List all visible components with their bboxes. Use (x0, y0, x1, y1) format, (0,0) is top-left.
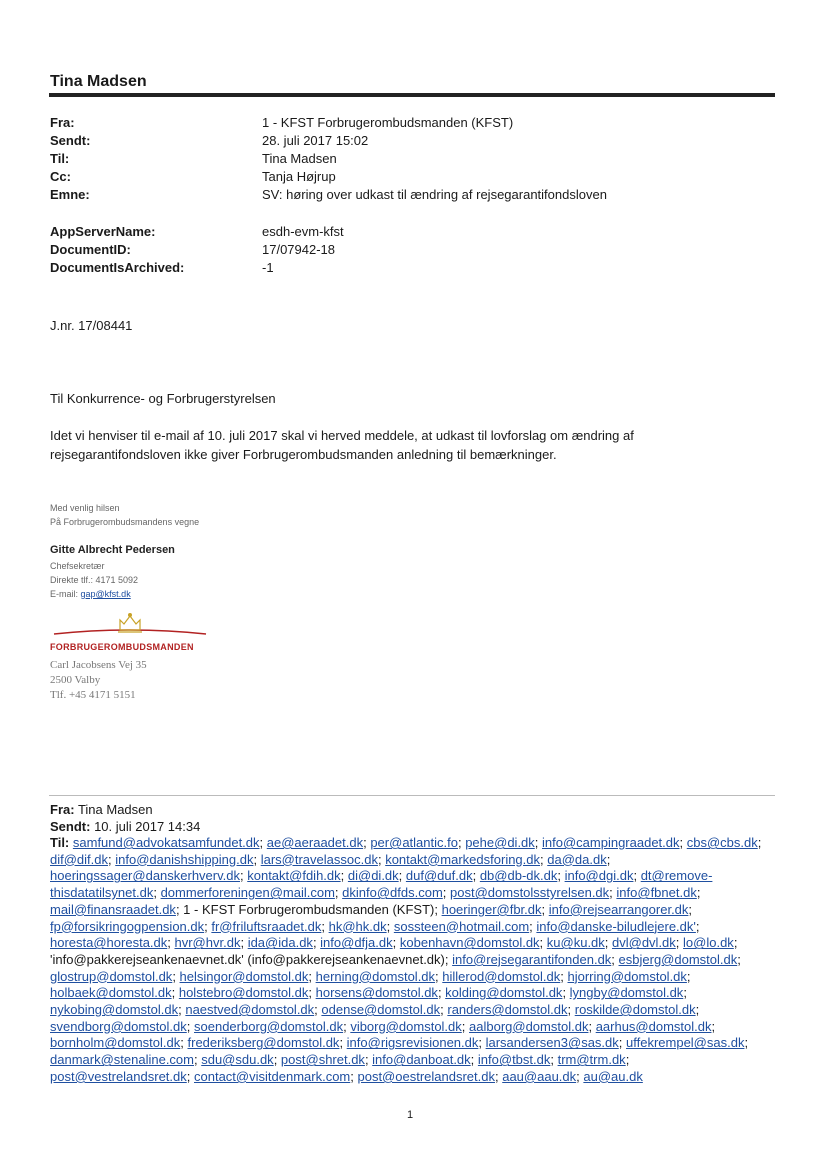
recipient-link[interactable]: uffekrempel@sas.dk (626, 1035, 745, 1051)
recipient-link[interactable]: lars@travelassoc.dk (260, 851, 378, 867)
meta-appservername-value: esdh-evm-kfst (262, 224, 344, 239)
recipient-link[interactable]: randers@domstol.dk (447, 1002, 568, 1018)
field-subject-value: SV: høring over udkast til ændring af rejsegarantifondsloven (262, 187, 607, 202)
recipient-link[interactable]: dkinfo@dfds.com (342, 885, 443, 901)
recipient-link[interactable]: dommerforeningen@mail.com (160, 885, 335, 901)
recipient-link[interactable]: lyngby@domstol.dk (569, 985, 684, 1001)
recipient-link[interactable]: dt@remove-thisdatatilsynet.dk (50, 868, 713, 901)
recipient-link[interactable]: post@domstolsstyrelsen.dk (450, 885, 610, 901)
recipient-link[interactable]: info@danboat.dk (372, 1052, 471, 1068)
recipient-link[interactable]: soenderborg@domstol.dk (194, 1018, 344, 1034)
recipient-link[interactable]: viborg@domstol.dk (350, 1018, 462, 1034)
recipient-link[interactable]: di@di.dk (347, 868, 399, 884)
recipient-item[interactable]: 'info@pakkerejseankenaevnet.dk' (info@pakkerejseankenaevnet.dk) (50, 951, 445, 967)
recipient-link[interactable]: esbjerg@domstol.dk (618, 951, 738, 967)
recipient-link[interactable]: aarhus@domstol.dk (595, 1018, 712, 1034)
recipient-link[interactable]: da@da.dk (547, 851, 607, 867)
recipient-link[interactable]: au@au.dk (583, 1068, 643, 1084)
recipient-link[interactable]: db@db-dk.dk (479, 868, 558, 884)
field-subject-label: Emne: (50, 187, 90, 202)
recipient-link[interactable]: herning@domstol.dk (315, 968, 436, 984)
recipient-link[interactable]: ida@ida.dk (247, 935, 313, 951)
meta-documentisarchived-value: -1 (262, 260, 274, 275)
recipient-link[interactable]: duf@duf.dk (405, 868, 473, 884)
recipient-link[interactable]: horsens@domstol.dk (315, 985, 438, 1001)
signature-title: Chefsekretær (50, 561, 105, 571)
field-from-value: 1 - KFST Forbrugerombudsmanden (KFST) (262, 115, 514, 130)
body-paragraph-line-1: Idet vi henviser til e-mail af 10. juli 2017 skal vi herved meddele, at udkast til lovforslag om ændring af (50, 428, 634, 443)
recipient-link[interactable]: sossteen@hotmail.com (393, 918, 530, 934)
recipient-link[interactable]: info@tbst.dk (477, 1052, 551, 1068)
forward-from-value: Tina Madsen (77, 802, 153, 817)
recipient-link[interactable]: hoeringer@fbr.dk (441, 901, 542, 917)
signature-phone: Direkte tlf.: 4171 5092 (50, 575, 139, 585)
recipient-link[interactable]: pehe@di.dk (465, 835, 535, 850)
recipient-link[interactable]: hjorring@domstol.dk (567, 968, 687, 984)
recipient-link[interactable]: info@danishshipping.dk (115, 851, 254, 867)
recipient-link[interactable]: lo@lo.dk (683, 935, 734, 951)
meta-documentid-value: 17/07942-18 (262, 242, 336, 257)
recipient-link[interactable]: hillerod@domstol.dk (442, 968, 561, 984)
meta-documentisarchived-label: DocumentIsArchived: (50, 260, 185, 275)
recipient-link[interactable]: dvl@dvl.dk (612, 935, 676, 951)
recipient-link[interactable]: frederiksberg@domstol.dk (187, 1035, 340, 1051)
recipient-link[interactable]: post@vestrelandsret.dk (50, 1068, 187, 1084)
signature-greeting: Med venlig hilsen (50, 503, 120, 513)
recipient-link[interactable]: naestved@domstol.dk (185, 1002, 315, 1018)
recipient-link[interactable]: hk@hk.dk (328, 918, 387, 934)
recipient-link[interactable]: roskilde@domstol.dk (574, 1002, 696, 1018)
recipient-link[interactable]: info@fbnet.dk (616, 885, 697, 901)
signature-email-link[interactable]: gap@kfst.dk (80, 589, 131, 599)
recipient-link[interactable]: hvr@hvr.dk (174, 935, 241, 951)
forward-separator (49, 795, 775, 796)
recipient-link[interactable]: info@rigsrevisionen.dk (346, 1035, 479, 1051)
recipient-link[interactable]: kontakt@fdih.dk (247, 868, 341, 884)
body-paragraph-line-2: rejsegarantifondsloven ikke giver Forbrugerombudsmanden anledning til bemærkninger. (50, 447, 557, 462)
field-cc-value: Tanja Højrup (262, 169, 336, 184)
recipient-link[interactable]: danmark@stenaline.com (50, 1052, 194, 1068)
forward-to-label: Til: (50, 835, 70, 850)
recipient-link[interactable]: per@atlantic.fo (370, 835, 458, 850)
recipient-item: 1 - KFST Forbrugerombudsmanden (KFST) (183, 901, 435, 917)
recipient-link[interactable]: post@shret.dk (280, 1052, 365, 1068)
field-to-value: Tina Madsen (262, 151, 337, 166)
signature-email-label: E-mail: (50, 589, 79, 599)
forward-recipients: Til: samfund@advokatsamfundet.dk; ae@aeraadet.dk; per@atlantic.fo; pehe@di.dk; info@campingraadet.dk; cbs@cbs.dk; dif@dif.dk; info@danishshipping.dk; lars@travelassoc.dk; kontakt@markedsforing.dk; da@da.dk; hoeringssager@danskerhverv.dk; kontakt@fdih.dk; di@di.dk; duf@duf.dk; db@db-dk.dk; info@dgi.dk; dt@remove-thisdatatilsynet.dk; dommerforeningen@mail.com; dkinfo@dfds.com; post@domstolsstyrelsen.dk; info@fbnet.dk; mail@finansraadet.dk; 1 - KFST Forbrugerombudsmanden (KFST); hoeringer@fbr.dk; info@rejsearrangorer.dk; fp@forsikringogpension.dk; fr@friluftsraadet.dk; hk@hk.dk; sossteen@hotmail.com; info@danske-biludlejere.dk'; horesta@horesta.dk; hvr@hvr.dk; ida@ida.dk; info@dfja.dk; kobenhavn@domstol.dk; ku@ku.dk; dvl@dvl.dk; lo@lo.dk; 'info@pakkerejseankenaevnet.dk' (info@pakkerejseankenaevnet.dk); info@rejsegarantifonden.dk; esbjerg@domstol.dk; glostrup@domstol.dk; helsingor@domstol.dk; herning@domstol.dk; hillerod@domstol.dk; hjorring@domstol.dk; holbaek@domstol.dk; holstebro@domstol.dk; horsens@domstol.dk; kolding@domstol.dk; lyngby@domstol.dk; nykobing@domstol.dk; naestved@domstol.dk; odense@domstol.dk; randers@domstol.dk; roskilde@domstol.dk; svendborg@domstol.dk; soenderborg@domstol.dk; viborg@domstol.dk; aalborg@domstol.dk; aarhus@domstol.dk; bornholm@domstol.dk; frederiksberg@domstol.dk; info@rigsrevisionen.dk; larsandersen3@sas.dk; uffekrempel@sas.dk; danmark@stenaline.com; sdu@sdu.dk; post@shret.dk; info@danboat.dk; info@tbst.dk; trm@trm.dk; post@vestrelandsret.dk; contact@visitdenmark.com; post@oestrelandsret.dk; aau@aau.dk; au@au.dk (50, 835, 762, 1084)
recipient-link[interactable]: kobenhavn@domstol.dk (399, 935, 540, 951)
owner-name: Tina Madsen (50, 73, 147, 90)
field-to-label: Til: (50, 151, 70, 166)
recipient-link[interactable]: kolding@domstol.dk (445, 985, 563, 1001)
forbrugerombudsmanden-logo (50, 612, 210, 656)
recipient-link[interactable]: mail@finansraadet.dk (50, 901, 176, 917)
recipient-link[interactable]: aau@aau.dk (502, 1068, 577, 1084)
recipient-link[interactable]: horesta@horesta.dk (50, 935, 168, 951)
recipient-link[interactable]: cbs@cbs.dk (686, 835, 758, 850)
recipient-link[interactable]: holstebro@domstol.dk (178, 985, 309, 1001)
recipient-link[interactable]: hoeringssager@danskerhverv.dk (50, 868, 240, 884)
forward-from-label: Fra: (50, 802, 75, 817)
recipient-link[interactable]: holbaek@domstol.dk (50, 985, 172, 1001)
recipient-link[interactable]: helsingor@domstol.dk (179, 968, 309, 984)
recipient-link[interactable]: trm@trm.dk (557, 1052, 626, 1068)
recipient-link[interactable]: info@danske-biludlejere.dk' (536, 918, 696, 934)
signature-on-behalf: På Forbrugerombudsmandens vegne (50, 517, 200, 527)
forward-from (50, 801, 153, 818)
recipient-link[interactable]: kontakt@markedsforing.dk (385, 851, 541, 867)
recipient-link[interactable]: info@dfja.dk (320, 935, 393, 951)
recipient-link[interactable]: info@rejsearrangorer.dk (548, 901, 689, 917)
address-street: Carl Jacobsens Vej 35 (50, 659, 147, 671)
recipient-link[interactable]: fr@friluftsraadet.dk (211, 918, 322, 934)
field-cc-label: Cc: (50, 169, 71, 184)
recipient-link[interactable]: info@dgi.dk (564, 868, 634, 884)
field-sent-value: 28. juli 2017 15:02 (262, 133, 369, 148)
meta-documentid-label: DocumentID: (50, 242, 131, 257)
field-sent-label: Sendt: (50, 133, 91, 148)
forward-sent-value: 10. juli 2017 14:34 (94, 819, 201, 834)
forward-sent (50, 818, 200, 835)
page-number: 1 (407, 1109, 414, 1121)
recipient-link[interactable]: info@rejsegarantifonden.dk (452, 951, 612, 967)
recipient-link[interactable]: ae@aeraadet.dk (266, 835, 364, 850)
recipient-link[interactable]: larsandersen3@sas.dk (485, 1035, 619, 1051)
recipient-link[interactable]: aalborg@domstol.dk (469, 1018, 589, 1034)
logo-wordmark: FORBRUGEROMBUDSMANDEN (50, 642, 194, 652)
signature-name: Gitte Albrecht Pedersen (50, 544, 175, 556)
journal-number: J.nr. 17/08441 (50, 318, 133, 333)
recipient-link[interactable]: post@oestrelandsret.dk (357, 1068, 495, 1084)
recipient-link[interactable]: dif@dif.dk (50, 851, 108, 867)
field-from-label: Fra: (50, 115, 75, 130)
recipient-link[interactable]: svendborg@domstol.dk (50, 1018, 187, 1034)
address-phone: Tlf. +45 4171 5151 (50, 689, 136, 701)
recipient-link[interactable]: sdu@sdu.dk (201, 1052, 274, 1068)
meta-appservername-label: AppServerName: (50, 224, 156, 239)
salutation: Til Konkurrence- og Forbrugerstyrelsen (50, 391, 276, 406)
recipient-link[interactable]: bornholm@domstol.dk (50, 1035, 181, 1051)
recipient-link[interactable]: info@campingraadet.dk (542, 835, 680, 850)
recipient-link[interactable]: ku@ku.dk (546, 935, 605, 951)
crown-logo-icon (50, 612, 210, 642)
address-city: 2500 Valby (50, 674, 101, 686)
header-divider (49, 93, 775, 97)
signature-email-row (50, 587, 131, 601)
forward-sent-label: Sendt: (50, 819, 91, 834)
recipient-link[interactable]: samfund@advokatsamfundet.dk (72, 835, 260, 850)
recipient-link[interactable]: nykobing@domstol.dk (50, 1002, 179, 1018)
recipient-link[interactable]: glostrup@domstol.dk (50, 968, 173, 984)
recipient-link[interactable]: fp@forsikringogpension.dk (50, 918, 205, 934)
recipient-link[interactable]: odense@domstol.dk (321, 1002, 441, 1018)
recipient-link[interactable]: contact@visitdenmark.com (194, 1068, 351, 1084)
